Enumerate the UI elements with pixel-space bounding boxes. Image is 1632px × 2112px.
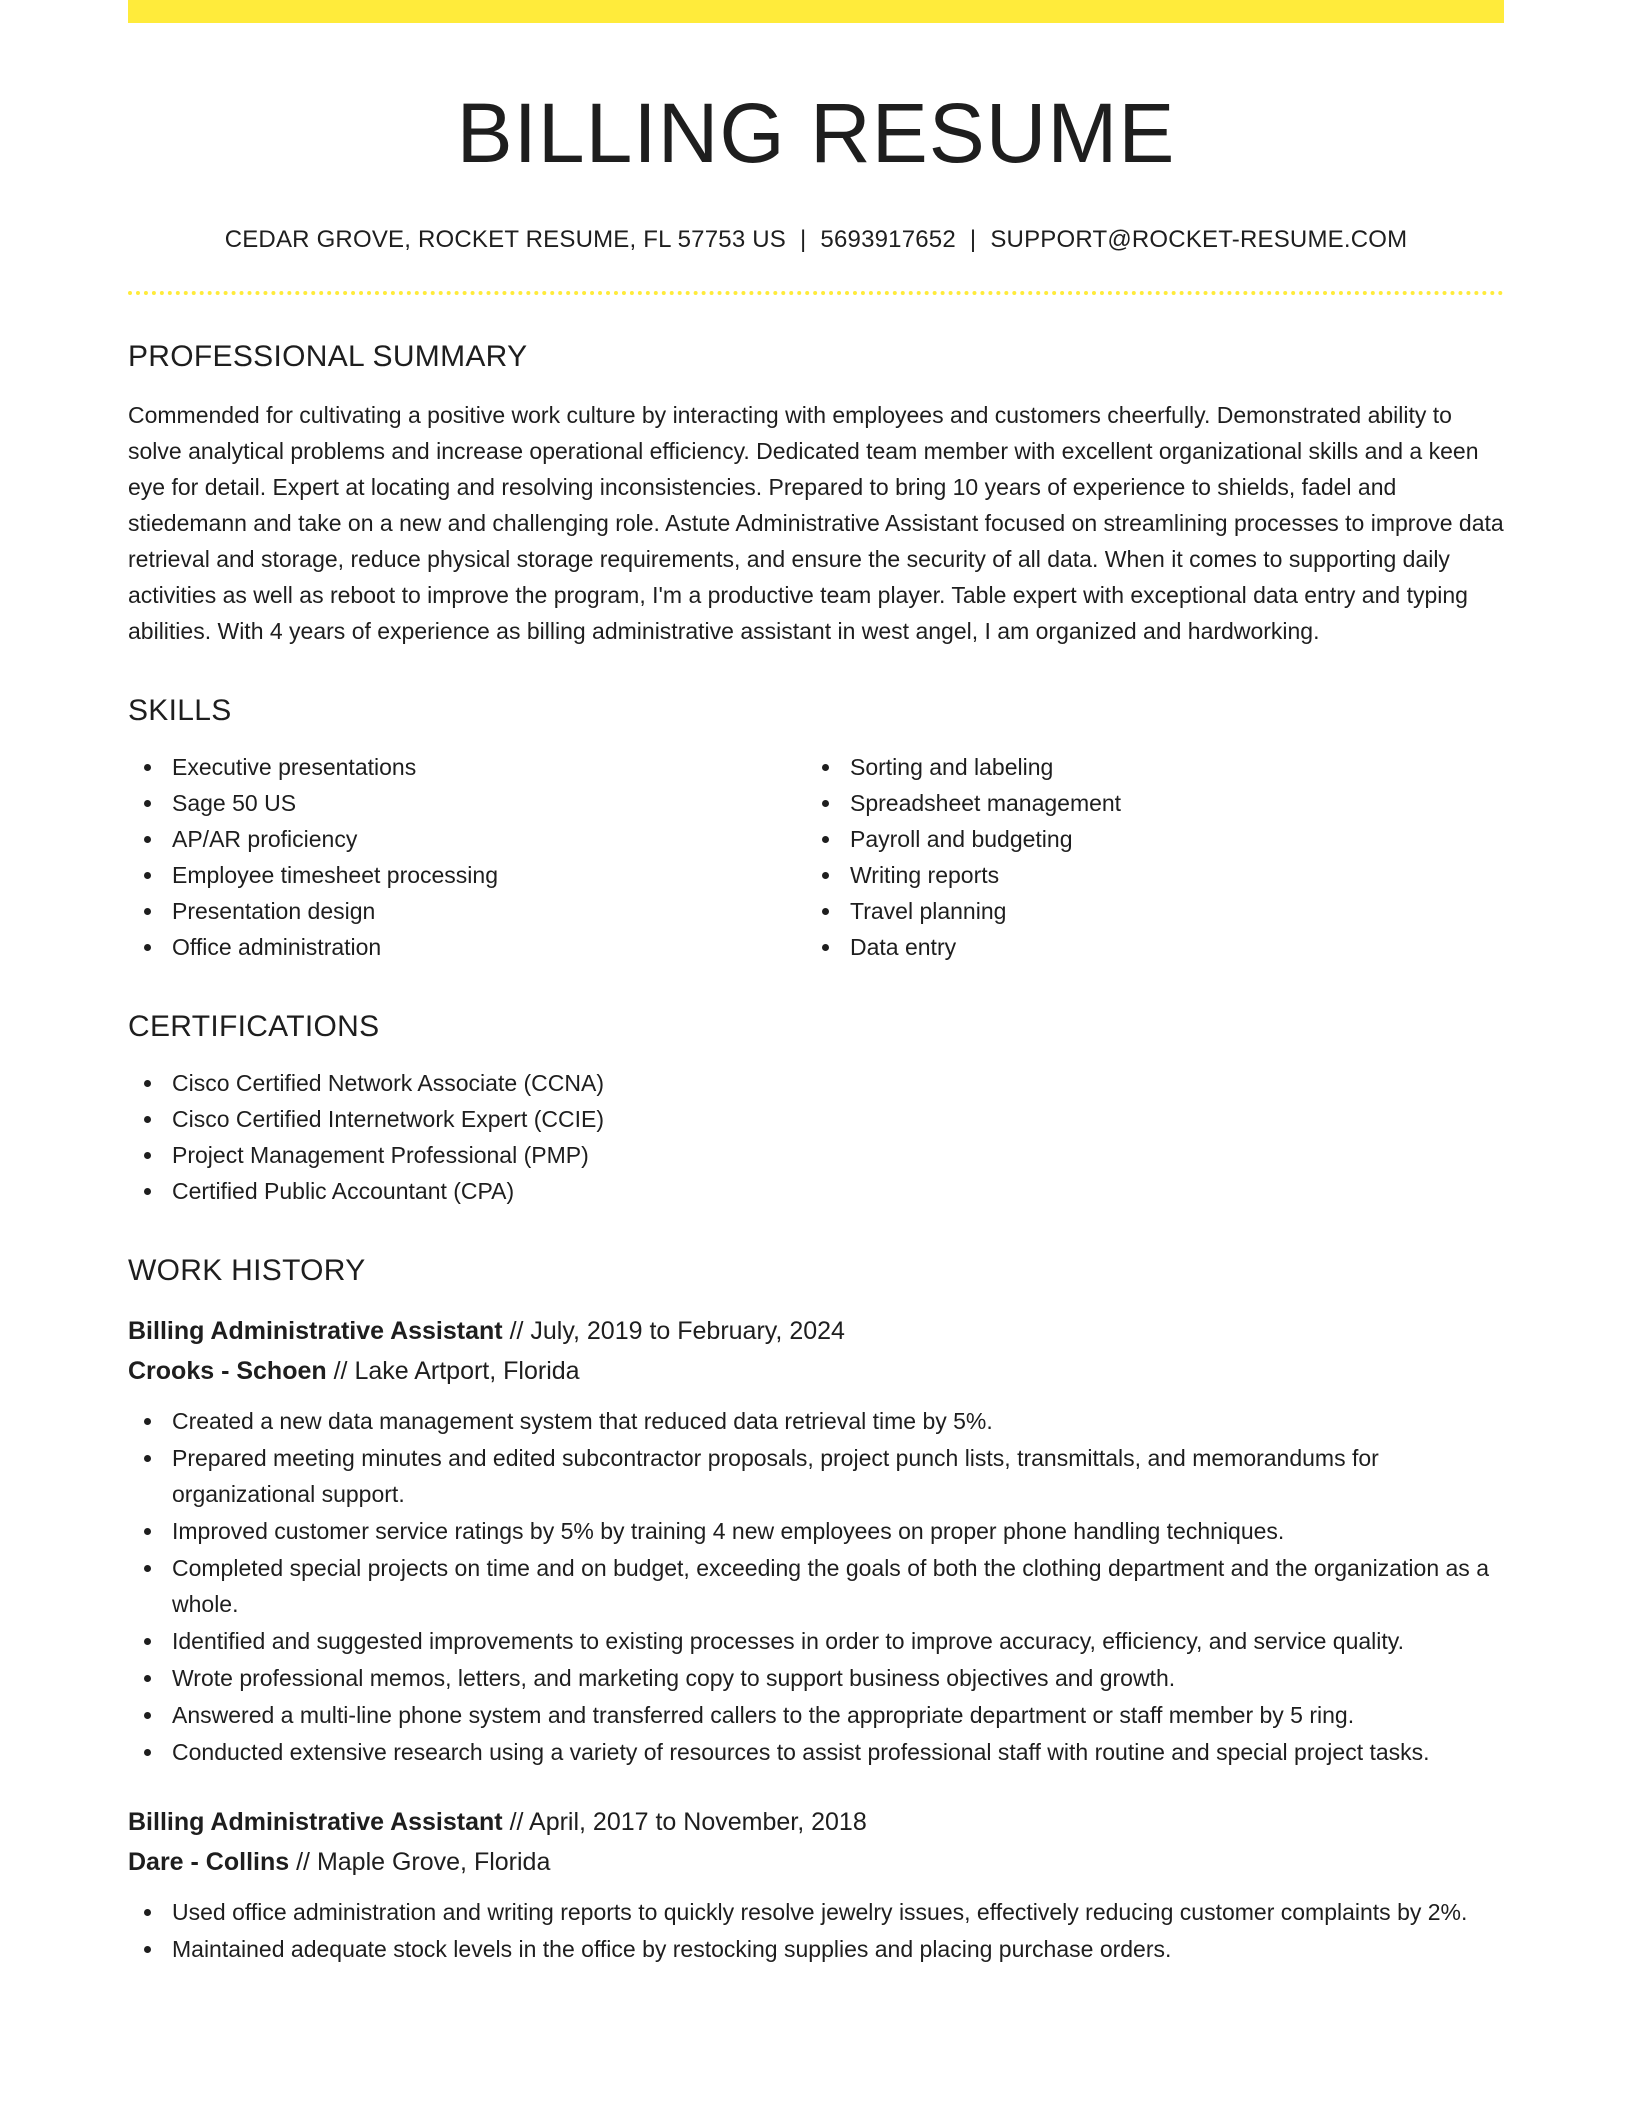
job-company-line [128, 1351, 1504, 1391]
job-location: // Maple Grove, Florida [296, 1847, 551, 1876]
skill-item: Payroll and budgeting [806, 821, 1484, 857]
job-dates: // April, 2017 to November, 2018 [509, 1807, 867, 1836]
contact-separator: | [969, 225, 977, 253]
skill-item: AP/AR proficiency [128, 821, 806, 857]
skill-item: Sage 50 US [128, 785, 806, 821]
skills-heading: SKILLS [128, 693, 232, 727]
skill-item: Travel planning [806, 893, 1484, 929]
work-history-section [128, 1253, 1504, 1967]
job-title-line [128, 1802, 1504, 1842]
skills-list-right [806, 749, 1484, 965]
job-company-line [128, 1842, 1504, 1882]
skill-item: Sorting and labeling [806, 749, 1484, 785]
job-title-line [128, 1311, 1504, 1351]
job-duty: Wrote professional memos, letters, and marketing copy to support business objectives and growth. [128, 1660, 1504, 1696]
contact-phone: 5693917652 [820, 225, 956, 253]
job-entry [128, 1802, 1504, 1967]
job-duty: Used office administration and writing reports to quickly resolve jewelry issues, effectively reducing customer complaints by 2%. [128, 1894, 1504, 1930]
contact-separator: | [799, 225, 807, 253]
dotted-divider [128, 291, 1504, 295]
skill-item: Writing reports [806, 857, 1484, 893]
skill-item: Data entry [806, 929, 1484, 965]
job-company: Dare - Collins [128, 1847, 290, 1876]
job-duty: Created a new data management system that reduced data retrieval time by 5%. [128, 1403, 1504, 1439]
summary-section [128, 339, 1504, 649]
skill-item: Spreadsheet management [806, 785, 1484, 821]
contact-email: SUPPORT@ROCKET-RESUME.COM [990, 225, 1408, 253]
job-duty: Completed special projects on time and on budget, exceeding the goals of both the clothing department and the organization as a whole. [128, 1550, 1504, 1622]
resume-title: BILLING RESUME [456, 86, 1176, 180]
certifications-section [128, 1009, 1504, 1209]
job-role: Billing Administrative Assistant [128, 1316, 503, 1345]
certification-item: Cisco Certified Network Associate (CCNA) [128, 1065, 1504, 1101]
job-duty: Improved customer service ratings by 5% by training 4 new employees on proper phone handling techniques. [128, 1513, 1504, 1549]
job-duty: Maintained adequate stock levels in the office by restocking supplies and placing purchase orders. [128, 1931, 1504, 1967]
skills-list-left [128, 749, 806, 965]
skills-columns [128, 749, 1504, 965]
job-duties-list [128, 1403, 1504, 1770]
certifications-list [128, 1065, 1504, 1209]
certifications-heading: CERTIFICATIONS [128, 1009, 380, 1043]
contact-line [128, 224, 1504, 255]
certification-item: Cisco Certified Internetwork Expert (CCIE) [128, 1101, 1504, 1137]
job-location: // Lake Artport, Florida [333, 1356, 580, 1385]
job-duty: Prepared meeting minutes and edited subcontractor proposals, project punch lists, transmittals, and memorandums for organizational support. [128, 1440, 1504, 1512]
accent-top-bar [128, 0, 1504, 23]
certification-item: Certified Public Accountant (CPA) [128, 1173, 1504, 1209]
job-company: Crooks - Schoen [128, 1356, 327, 1385]
job-duty: Conducted extensive research using a variety of resources to assist professional staff with routine and special project tasks. [128, 1734, 1504, 1770]
summary-text: Commended for cultivating a positive work culture by interacting with employees and customers cheerfully. Demonstrated ability to solve analytical problems and increase operational efficiency. Dedicated team member with excellent organizational skills and a keen eye for detail. Expert at locating and resolving inconsistencies. Prepared to bring 10 years of experience to shields, fadel and stiedemann and take on a new and challenging role. Astute Administrative Assistant focused on streamlining processes to improve data retrieval and storage, reduce physical storage requirements, and ensure the security of all data. When it comes to supporting daily activities as well as reboot to improve the program, I'm a productive team player. Table expert with exceptional data entry and typing abilities. With 4 years of experience as billing administrative assistant in west angel, I am organized and hardworking. [128, 401, 1504, 644]
job-duties-list [128, 1894, 1504, 1967]
job-role: Billing Administrative Assistant [128, 1807, 503, 1836]
skill-item: Presentation design [128, 893, 806, 929]
skill-item: Executive presentations [128, 749, 806, 785]
job-entry [128, 1311, 1504, 1770]
skill-item: Employee timesheet processing [128, 857, 806, 893]
certification-item: Project Management Professional (PMP) [128, 1137, 1504, 1173]
resume-page [128, 0, 1504, 1968]
job-dates: // July, 2019 to February, 2024 [509, 1316, 845, 1345]
summary-heading: PROFESSIONAL SUMMARY [128, 339, 528, 373]
job-duty: Answered a multi-line phone system and transferred callers to the appropriate department or staff member by 5 ring. [128, 1697, 1504, 1733]
skills-section [128, 693, 1504, 965]
job-duty: Identified and suggested improvements to existing processes in order to improve accuracy, efficiency, and service quality. [128, 1623, 1504, 1659]
work-history-heading: WORK HISTORY [128, 1253, 366, 1287]
skill-item: Office administration [128, 929, 806, 965]
contact-address: CEDAR GROVE, ROCKET RESUME, FL 57753 US [224, 225, 786, 253]
